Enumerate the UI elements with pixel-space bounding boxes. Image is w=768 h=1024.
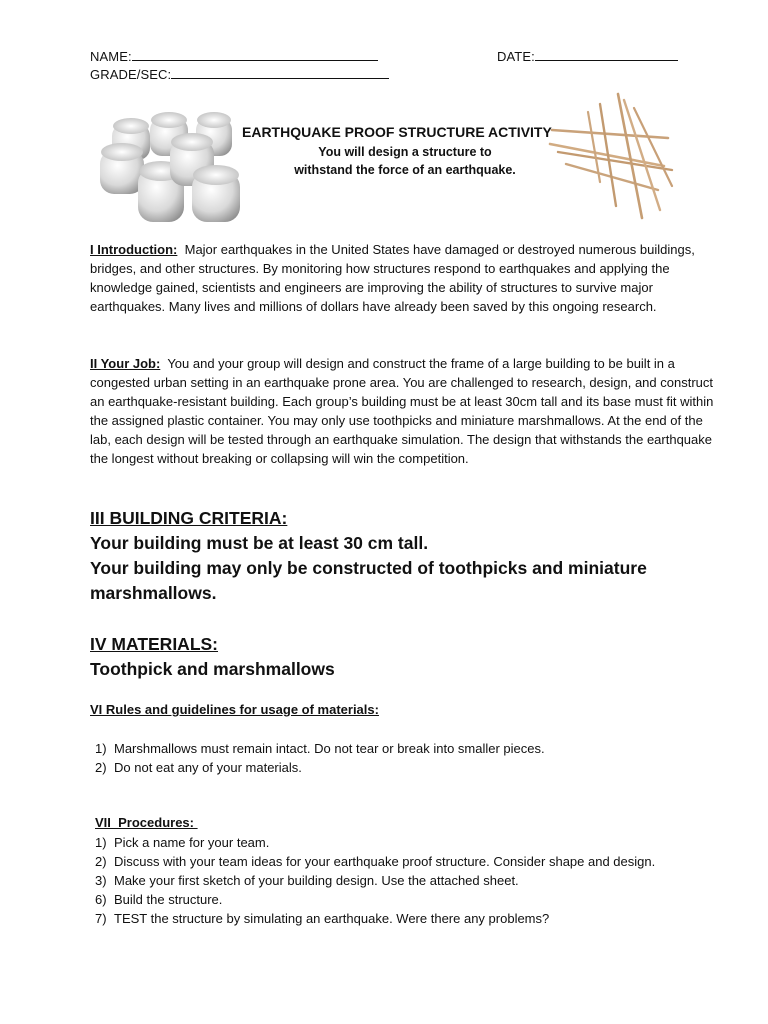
rules-item <box>95 739 735 758</box>
materials-heading: IV MATERIALS: <box>90 634 219 654</box>
grade-blank-line <box>171 67 389 79</box>
rules-list <box>95 739 735 777</box>
date-field <box>497 49 678 64</box>
toothpicks-image <box>548 90 678 225</box>
procedures-item <box>95 890 735 909</box>
procedures-item-text: Make your first sketch of your building design. Use the attached sheet. <box>114 873 519 888</box>
rules-item-text: Do not eat any of your materials. <box>114 760 302 775</box>
procedures-item-number: 2) <box>95 854 107 869</box>
marshmallows-image <box>98 110 246 230</box>
your-job-section <box>90 354 726 468</box>
your-job-text: You and your group will design and construct the frame of a large building to be built in a congested urban setting in an earthquake prone area. You are challenged to research, design, and construct an earthquake-resistant building. Each group’s building must be at least 30cm tall and its base must fit within the assigned plastic container. You may only use toothpicks and miniature marshmallows. At the end of the lab, each design will be tested through an earthquake simulation. The design that withstands the earthquake the longest without breaking or collapsing will win the competition. <box>90 356 714 466</box>
toothpick-1 <box>552 130 668 138</box>
building-criteria-section <box>90 506 740 606</box>
materials-text: Toothpick and marshmallows <box>90 659 335 679</box>
name-field <box>90 49 378 64</box>
rules-item-text: Marshmallows must remain intact. Do not tear or break into smaller pieces. <box>114 741 545 756</box>
rules-item-number: 2) <box>95 760 107 775</box>
procedures-item-number: 1) <box>95 835 107 850</box>
date-blank-line <box>535 49 678 61</box>
marshmallow-4 <box>100 143 144 194</box>
criteria-line-1: Your building must be at least 30 cm tall. <box>90 533 429 553</box>
toothpick-5 <box>618 94 642 218</box>
procedures-item-number: 6) <box>95 892 107 907</box>
procedures-list <box>95 833 735 928</box>
procedures-item-number: 3) <box>95 873 107 888</box>
subtitle-line-1: You will design a structure to <box>318 145 492 159</box>
introduction-heading: I Introduction: <box>90 242 178 257</box>
procedures-item-text: Pick a name for your team. <box>114 835 270 850</box>
procedures-item <box>95 909 735 928</box>
subtitle-line-2: withstand the force of an earthquake. <box>294 163 516 177</box>
name-blank-line <box>132 49 378 61</box>
materials-section <box>90 632 740 682</box>
procedures-item-text: Discuss with your team ideas for your earthquake proof structure. Consider shape and design. <box>114 854 656 869</box>
introduction-text: Major earthquakes in the United States have damaged or destroyed numerous buildings, bridges, and other structures. By monitoring how structures respond to earthquakes and applying the knowledge gained, scientists and engineers are improving the ability of structures to survive major earthquakes. Many lives and millions of dollars have already been saved by this ongoing research. <box>90 242 695 314</box>
procedures-item-text: Build the structure. <box>114 892 223 907</box>
building-criteria-heading: III BUILDING CRITERIA: <box>90 508 288 528</box>
procedures-item <box>95 871 735 890</box>
procedures-item <box>95 852 735 871</box>
procedures-heading: VII Procedures: <box>95 815 198 830</box>
grade-field <box>90 67 389 82</box>
rules-item <box>95 758 735 777</box>
activity-title: EARTHQUAKE PROOF STRUCTURE ACTIVITY <box>242 124 552 140</box>
title-block <box>230 124 580 177</box>
procedures-item-number: 7) <box>95 911 107 926</box>
your-job-heading: II Your Job: <box>90 356 161 371</box>
name-label: NAME: <box>90 49 132 64</box>
procedures-item <box>95 833 735 852</box>
rules-heading: VI Rules and guidelines for usage of materials: <box>90 702 379 717</box>
date-label: DATE: <box>497 49 535 64</box>
criteria-line-2: Your building may only be constructed of toothpicks and miniature marshmallows. <box>90 558 647 603</box>
procedures-item-text: TEST the structure by simulating an earthquake. Were there any problems? <box>114 911 550 926</box>
introduction-section <box>90 240 726 316</box>
rules-item-number: 1) <box>95 741 107 756</box>
grade-label: GRADE/SEC: <box>90 67 172 82</box>
